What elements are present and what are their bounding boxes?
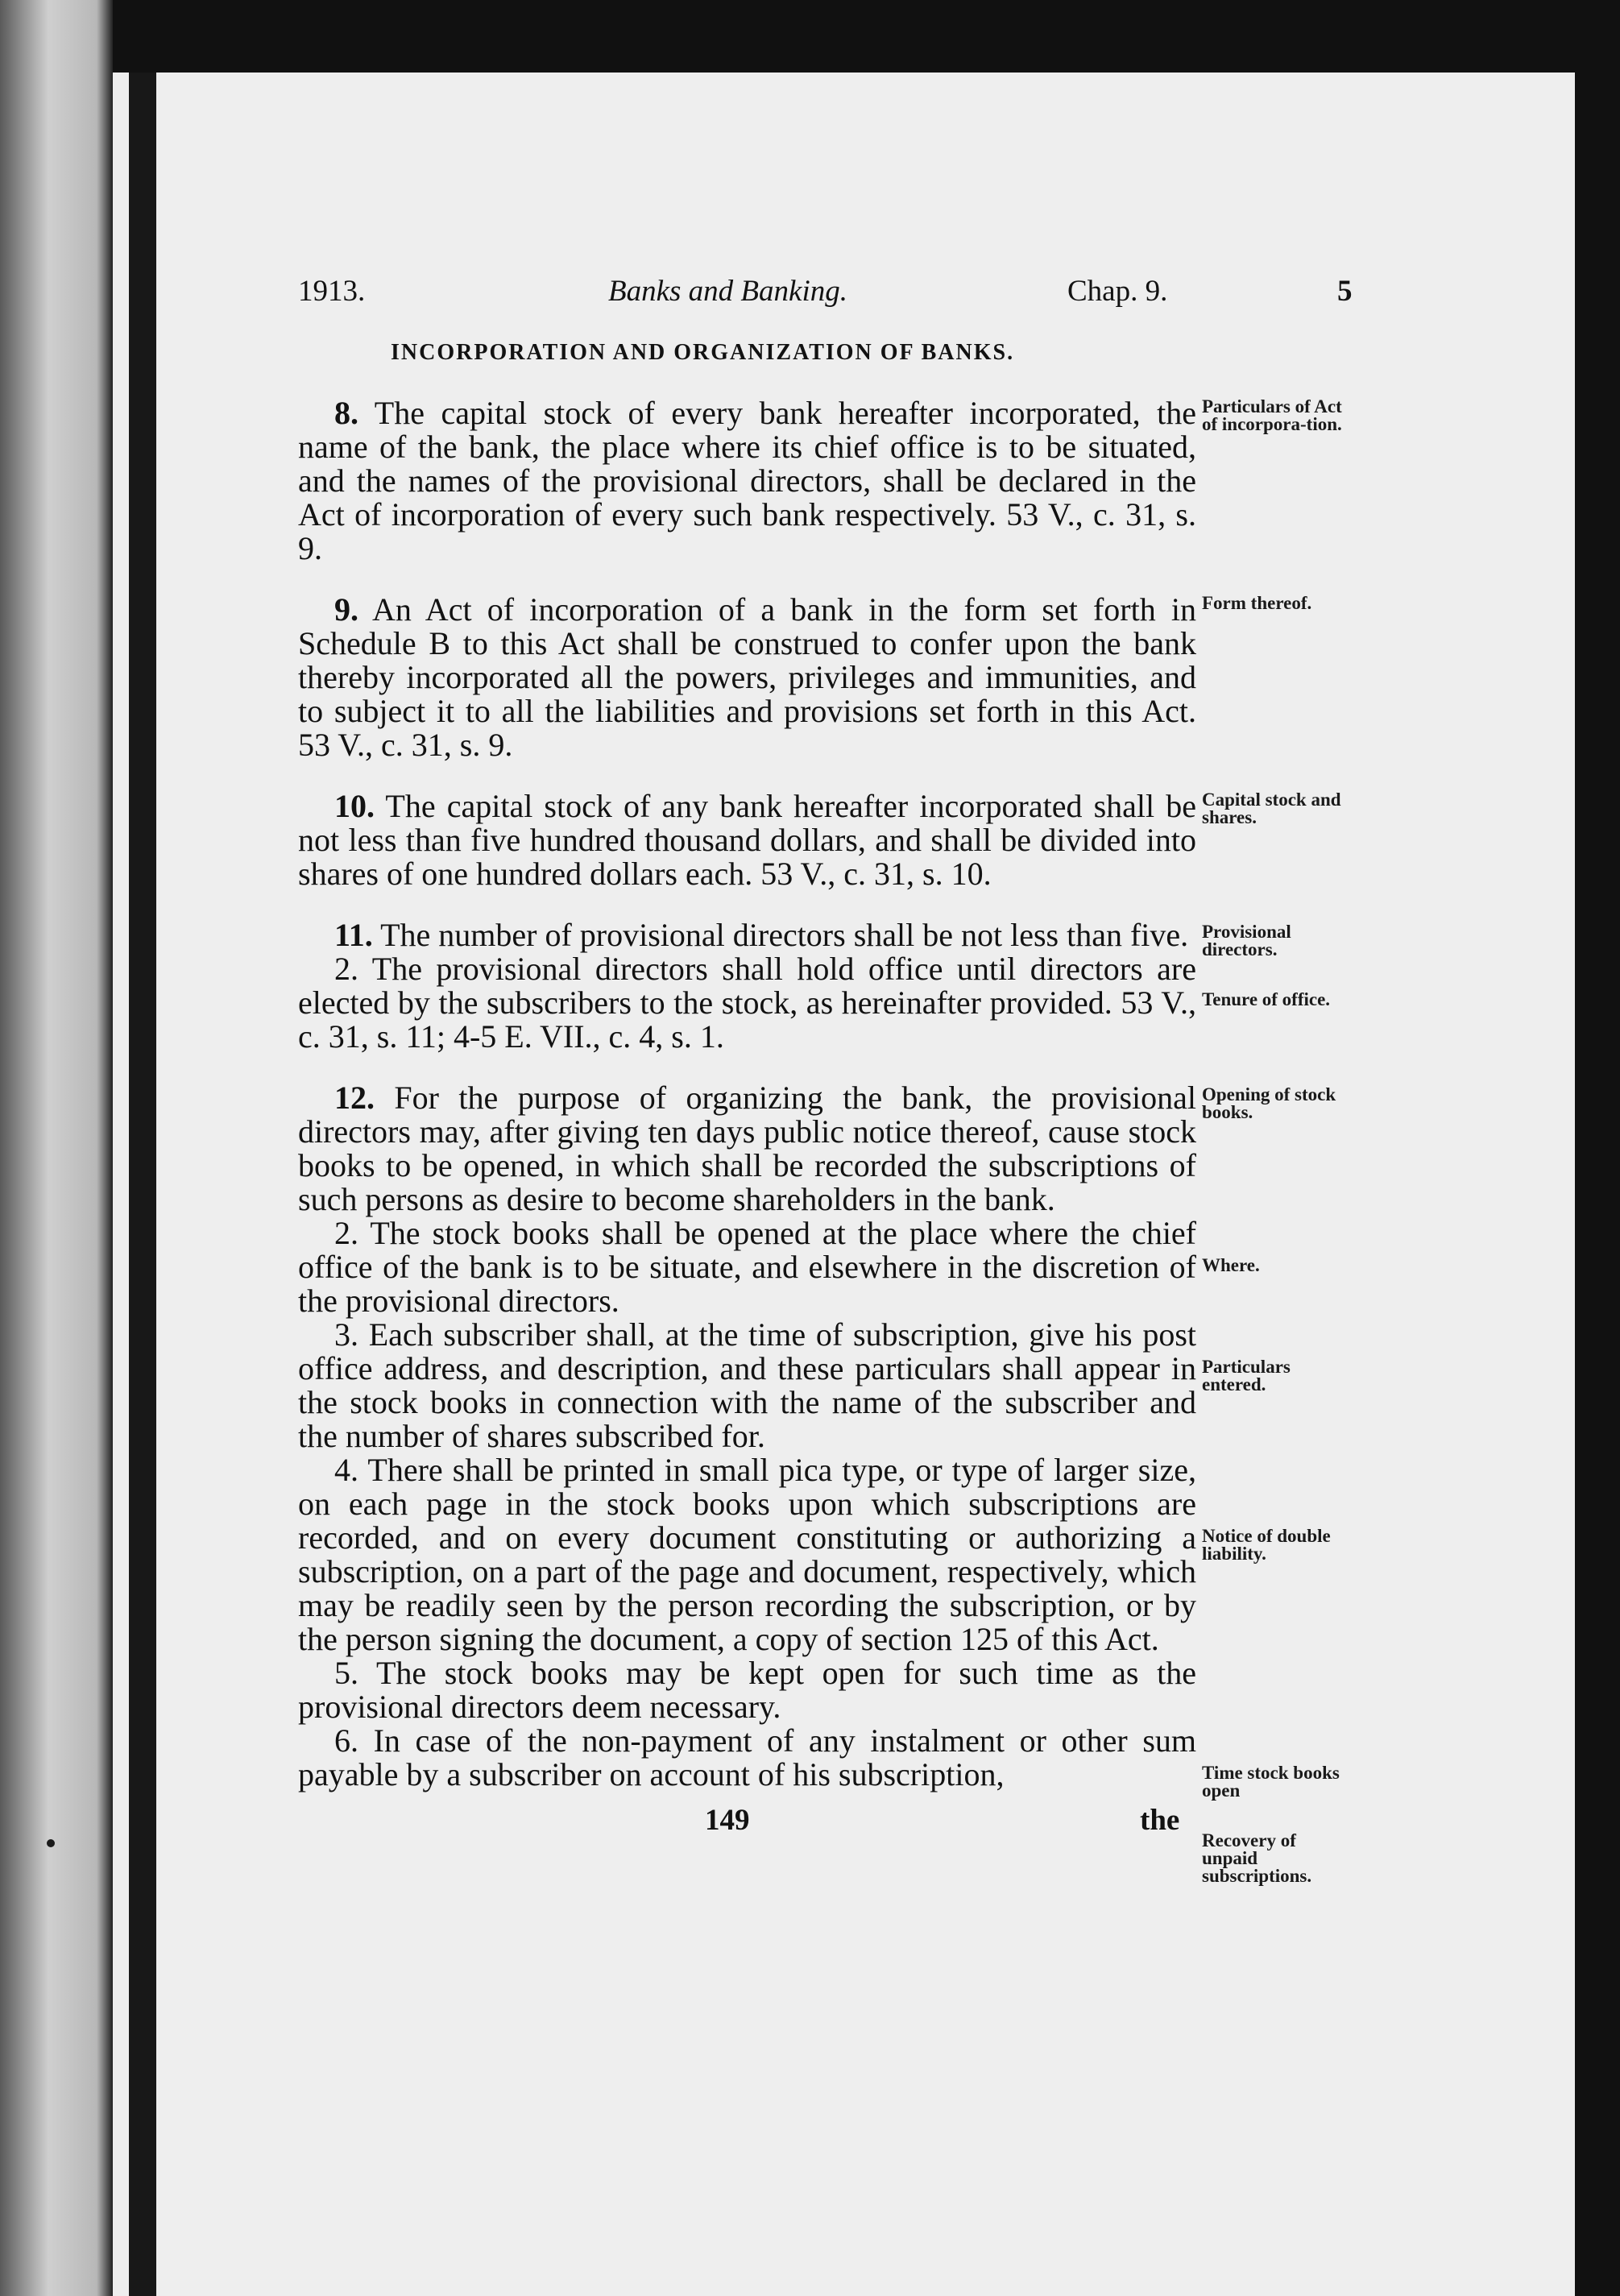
marginal-note: Provisional directors. <box>1202 922 1291 959</box>
marginal-note: Notice of double liability. <box>1202 1526 1331 1564</box>
book-spine-shadow <box>129 73 156 2296</box>
marginal-note: Where. <box>1202 1255 1260 1275</box>
section-10 <box>298 790 1361 891</box>
section-9 <box>298 593 1361 762</box>
section-paragraph <box>298 396 1196 566</box>
section-heading: INCORPORATION AND ORGANIZATION OF BANKS. <box>391 340 1015 365</box>
marginal-note: Opening of stock books. <box>1202 1084 1336 1122</box>
catchword: the <box>1140 1804 1180 1837</box>
paragraph-text: The capital stock of any bank hereafter incorporated shall be not less than five hundred thousand dollars, and shall be divided into shares of one hundred dollars each. 53 V., c. 31, s. 10. <box>298 788 1197 892</box>
marginal-note: Form thereof. <box>1202 593 1312 613</box>
section-paragraph <box>298 918 1196 952</box>
marginal-note: Capital stock and shares. <box>1202 790 1341 827</box>
paragraph-text: The capital stock of every bank hereafter incorporated, the name of the bank, the place where its chief office is to be situated, and the names of the provisional directors, shall be declared in the Act of incorporation of every such bank respectively. 53 V., c. 31, s. 9. <box>298 395 1196 566</box>
paragraph-text: For the purpose of organizing the bank, the provisional directors may, after giving ten days public notice thereof, cause stock books to be opened, in which shall be recorded the subscriptions of such persons as desire to become shareholders in the bank. <box>298 1080 1196 1217</box>
marginal-note: Particulars entered. <box>1202 1357 1291 1395</box>
margin-mark <box>47 1839 55 1847</box>
paragraph-text: An Act of incorporation of a bank in the form set forth in Schedule B to this Act shall be construed to confer upon the bank thereby incorporated all the powers, privileges and immunities, and to subject it to all the liabilities and provisions set forth in this Act. 53 V., c. 31, s. 9. <box>298 591 1197 763</box>
marginal-note: Recovery of unpaid subscriptions. <box>1202 1830 1312 1886</box>
subsection-paragraph: 2. The provisional directors shall hold office until directors are elected by the subscribers to the stock, as hereinafter provided. 53 V., c. 31, s. 11; 4-5 E. VII., c. 4, s. 1. <box>298 951 1196 1055</box>
page-footer <box>298 1803 1361 1843</box>
header-chapter: Chap. 9. <box>1067 275 1168 308</box>
page-content <box>298 274 1361 1886</box>
header-page-number: 5 <box>1337 275 1353 308</box>
section-paragraph <box>298 790 1196 891</box>
section-number: 8. <box>334 395 358 431</box>
section-number: 12. <box>334 1080 375 1116</box>
section-11 <box>298 918 1361 1054</box>
section-number: 9. <box>334 591 358 628</box>
header-title: Banks and Banking. <box>608 275 847 308</box>
section-paragraph <box>298 1081 1196 1216</box>
header-year: 1913. <box>298 275 366 308</box>
paragraph-text: The number of provisional directors shall be not less than five. <box>380 917 1189 953</box>
section-8 <box>298 396 1361 566</box>
left-page-edge <box>0 0 113 2296</box>
section-number: 11. <box>334 917 373 953</box>
section-number: 10. <box>334 788 375 824</box>
subsection-paragraph: 5. The stock books may be kept open for such time as the provisional directors deem necessary. <box>298 1655 1196 1725</box>
marginal-note: Time stock books open <box>1202 1763 1340 1801</box>
subsection-paragraph: 6. In case of the non-payment of any instalment or other sum payable by a subscriber on account of his subscription, <box>298 1722 1196 1792</box>
folio-number: 149 <box>705 1804 750 1837</box>
running-head <box>298 274 1361 322</box>
subsection-paragraph: 3. Each subscriber shall, at the time of subscription, give his post office address, and description, and these particulars shall appear in the stock books in connection with the name of the subscriber and the number of shares subscribed for. <box>298 1316 1196 1454</box>
subsection-paragraph: 2. The stock books shall be opened at the place where the chief office of the bank is to be situate, and elsewhere in the discretion of the provisional directors. <box>298 1215 1196 1319</box>
section-paragraph <box>298 593 1196 762</box>
subsection-paragraph: 4. There shall be printed in small pica type, or type of larger size, on each page in the stock books upon which subscriptions are recorded, and on every document constituting or authorizing a subscription, on a part of the page and document, respectively, which may be readily seen by the person recording the subscription, or by the person signing the document, a copy of section 125 of this Act. <box>298 1452 1196 1657</box>
marginal-note: Tenure of office. <box>1202 989 1331 1009</box>
marginal-note: Particulars of Act of incorpora-tion. <box>1202 396 1342 434</box>
